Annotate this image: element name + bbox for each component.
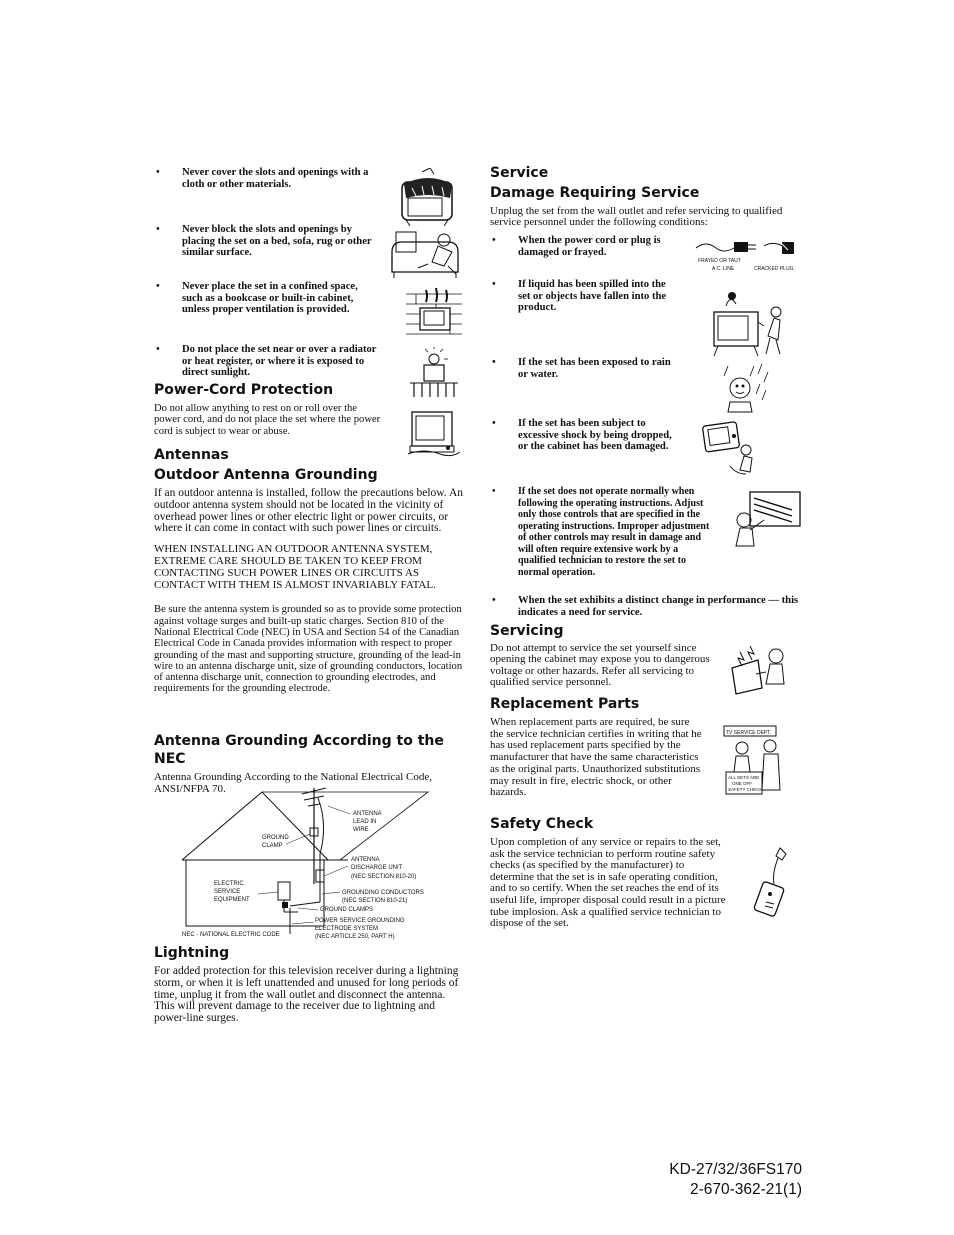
adjust-controls-illustration — [730, 490, 802, 548]
antenna-lead-label-2: LEAD IN — [353, 819, 377, 825]
power-service-label-3: (NEC ARTICLE 250, PART H) — [315, 934, 395, 940]
bullet-dot: • — [492, 486, 496, 497]
discharge-label-1: ANTENNA — [351, 857, 380, 863]
safety-section — [490, 815, 726, 930]
antenna-text-1: If an outdoor antenna is installed, follow the precautions below. An outdoor antenna system should not be located in the vicinity of overhead power lines or other electric light or power circuits, or where it can come in contact with such power lines or circuits. — [154, 487, 464, 535]
service-dept-sign: TV SERVICE DEPT. — [726, 730, 772, 736]
servicing-title: Servicing — [490, 623, 564, 639]
tv-in-bookcase-illustration — [406, 286, 462, 342]
grounding-conductors-label-1: GROUNDING CONDUCTORS — [342, 890, 424, 896]
nec-note-label: NEC - NATIONAL ELECTRIC CODE — [182, 932, 280, 938]
model-number: KD-27/32/36FS170 — [669, 1161, 802, 1178]
damage-bullet-5: • If the set does not operate normally when following the operating instructions. Adjust only those controls that are specified in the operating instructions. Improper adjustment of other controls may result in damage and will often require extensive work by a qualified technician to restore the set to normal operation. — [492, 486, 710, 578]
lightning-title: Lightning — [154, 945, 230, 961]
tv-near-radiator-illustration — [406, 347, 464, 399]
bullet-dot: • — [156, 344, 160, 355]
antenna-text-3: Be sure the antenna system is grounded so as to provide some protection against voltage surges and built-up static charges. Section 810 of the National Electrical Code (NEC) in USA and Section 54 of the Canadian Electrical Code in Canada provides information with respect to proper grounding of the mast and supporting structure, grounding of the lead-in wire to an antenna discharge unit, size of grounding conductors, location of antenna discharge unit, connection to grounding electrodes, and requirements for the grounding electrode. — [154, 604, 463, 695]
power-cord-section — [154, 381, 386, 437]
sign-line-2: ONE OFF — [732, 781, 752, 786]
antenna-lead-label-1: ANTENNA — [353, 811, 382, 817]
tv-covered-cloth-illustration — [392, 168, 464, 228]
bullet-dot: • — [492, 235, 496, 246]
damage-bullet-1: • When the power cord or plug is damaged or frayed. — [492, 235, 661, 258]
lightning-text: For added protection for this television receiver during a lightning storm, or when it is left unattended and unused for long periods of time, unplug it from the wall outlet and disconnect the antenna. This will prevent damage to the receiver due to lightning and power-line surges. — [154, 965, 459, 1025]
vent-bullet-1: • Never cover the slots and openings with a cloth or other materials. — [156, 167, 369, 190]
discharge-label-2: DISCHARGE UNIT — [351, 865, 403, 871]
ground-clamps-label: GROUND CLAMPS — [320, 907, 374, 913]
service-section — [490, 164, 802, 228]
replacement-text: When replacement parts are required, be sure the service technician certifies in writing that he has used replacement parts specified by the manufacturer that have the same characteristics as the original parts. Unauthorized substitutions may result in fire, electric shock, or other hazards. — [490, 716, 702, 799]
bullet-dot: • — [492, 595, 496, 606]
frayed-label: FRAYED OR TAUT — [698, 258, 741, 264]
outdoor-antenna-title: Outdoor Antenna Grounding — [154, 467, 378, 483]
tv-on-sofa-illustration — [388, 222, 464, 284]
bullet-dot: • — [492, 418, 496, 429]
service-title: Service — [490, 165, 549, 181]
sign-line-3: SAFETY CHECK — [728, 787, 763, 792]
electric-service-label-2: SERVICE — [214, 889, 241, 895]
antennas-title: Antennas — [154, 447, 229, 463]
bullet-dot: • — [492, 357, 496, 368]
ac-line-label: A.C. LINE — [712, 266, 735, 272]
servicing-section — [490, 622, 712, 688]
liquid-spilled-illustration — [708, 286, 788, 358]
servicing-illustration — [728, 644, 796, 698]
antennas-section — [154, 446, 464, 695]
replacement-title: Replacement Parts — [490, 696, 640, 712]
power-service-label-1: POWER SERVICE GROUNDING — [315, 918, 405, 924]
electric-service-label-1: ELECTRIC — [214, 881, 244, 887]
safety-title: Safety Check — [490, 816, 594, 832]
dropped-set-illustration — [700, 420, 756, 478]
nec-text: Antenna Grounding According to the National Electrical Code, ANSI/NFPA 70. — [154, 771, 432, 795]
bullet-dot: • — [156, 167, 160, 178]
damage-bullet-2: • If liquid has been spilled into the set or objects have fallen into the product. — [492, 279, 667, 314]
replacement-parts-illustration — [722, 724, 794, 796]
electric-service-label-3: EQUIPMENT — [214, 897, 250, 903]
discharge-label-3: (NEC SECTION 810-20) — [351, 874, 417, 880]
antenna-lead-label-3: WIRE — [353, 827, 369, 833]
damage-bullet-3: • If the set has been exposed to rain or water. — [492, 357, 671, 380]
bullet-dot: • — [156, 224, 160, 235]
antenna-warning-text: WHEN INSTALLING AN OUTDOOR ANTENNA SYSTEM, EXTREME CARE SHOULD BE TAKEN TO KEEP FROM CONTACTING SUCH POWER LINES OR CIRCUITS AS CONTACT WITH THEM IS ALMOST INVARIABLY FATAL. — [154, 543, 436, 591]
grounding-conductors-label-2: (NEC SECTION 810-21) — [342, 898, 408, 904]
bullet-dot: • — [156, 281, 160, 292]
lightning-section — [154, 944, 464, 1025]
servicing-text: Do not attempt to service the set yourself since opening the cabinet may expose you to dangerous voltage or other hazards. Refer all servicing to qualified service personnel. — [490, 642, 710, 688]
ground-clamp-label-2: CLAMP — [262, 843, 283, 849]
safety-text: Upon completion of any service or repairs to the set, ask the service technician to perform routine safety checks (as specified by the manufacturer) to determine that the set is in safe operating condition, and to so certify. When the set reaches the end of its useful life, improper disposal could result in a picture tube implosion. Ask a qualified service technician to dispose of the set. — [490, 836, 726, 930]
replacement-section — [490, 695, 704, 799]
power-cord-title: Power-Cord Protection — [154, 382, 334, 398]
antenna-grounding-diagram — [178, 784, 440, 944]
vent-bullet-2: • Never block the slots and openings by placing the set on a bed, sofa, rug or other similar surface. — [156, 224, 372, 259]
damage-bullet-6: • When the set exhibits a distinct change in performance — this indicates a need for service. — [492, 595, 799, 618]
damage-title: Damage Requiring Service — [490, 185, 700, 201]
safety-check-illustration — [752, 844, 796, 920]
model-footer — [669, 1160, 802, 1200]
damaged-plug-illustration — [694, 236, 798, 276]
nec-title: Antenna Grounding According to the NEC — [154, 733, 444, 767]
vent-bullet-3: • Never place the set in a confined space, such as a bookcase or built-in cabinet, unless proper ventilation is provided. — [156, 281, 358, 316]
power-cord-text: Do not allow anything to rest on or roll over the power cord, and do not place the set where the power cord is subject to wear or abuse. — [154, 403, 381, 437]
vent-bullet-4: • Do not place the set near or over a radiator or heat register, or where it is exposed to direct sunlight. — [156, 344, 377, 379]
bullet-dot: • — [492, 279, 496, 290]
damage-bullet-4: • If the set has been subject to excessive shock by being dropped, or the cabinet has been damaged. — [492, 418, 672, 453]
power-service-label-2: ELECTRODE SYSTEM — [315, 926, 379, 932]
rain-exposure-illustration — [722, 362, 772, 414]
damage-intro: Unplug the set from the wall outlet and refer servicing to qualified service personnel under the following conditions: — [490, 205, 783, 228]
part-number: 2-670-362-21(1) — [689, 1181, 802, 1198]
sign-line-1: ALL SETS ARE — [728, 775, 760, 780]
ground-clamp-label-1: GROUND — [262, 835, 289, 841]
cracked-plug-label: CRACKED PLUG — [754, 266, 794, 272]
